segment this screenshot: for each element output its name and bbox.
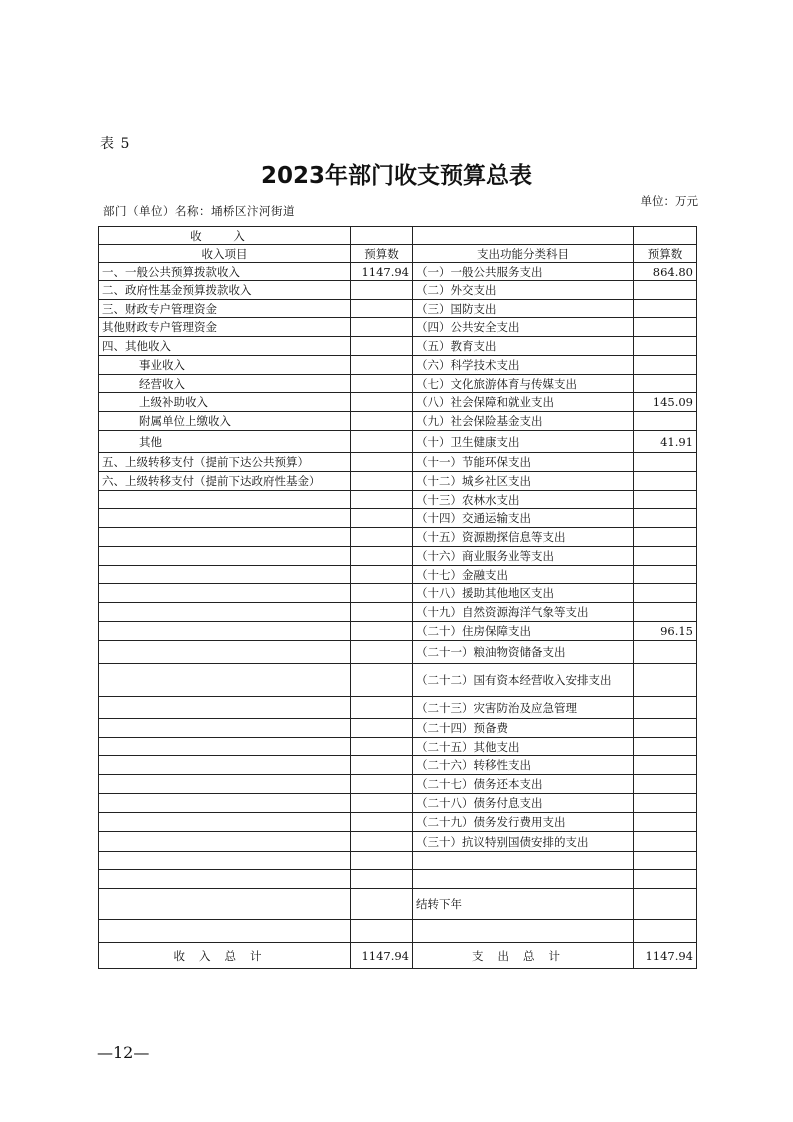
total-income-amount: 1147.94 bbox=[351, 943, 413, 969]
income-item-cell bbox=[99, 697, 351, 719]
table-row bbox=[99, 566, 697, 584]
income-amount-cell bbox=[351, 756, 413, 775]
table-row bbox=[99, 356, 697, 375]
table-row bbox=[99, 738, 697, 756]
expense-item-cell bbox=[413, 852, 634, 870]
total-expense-label: 支出总计 bbox=[413, 943, 634, 969]
expense-item-cell: 结转下年 bbox=[413, 889, 634, 920]
expense-item-cell: （二十九）债务发行费用支出 bbox=[413, 813, 634, 832]
expense-item-cell: （十三）农林水支出 bbox=[413, 491, 634, 509]
income-item-cell bbox=[99, 920, 351, 943]
table-row bbox=[99, 318, 697, 337]
income-item-cell bbox=[99, 528, 351, 547]
expense-amount-cell bbox=[634, 889, 697, 920]
income-item-cell bbox=[99, 852, 351, 870]
expense-amount-cell bbox=[634, 584, 697, 603]
expense-amount-cell bbox=[634, 813, 697, 832]
expense-amount-cell: 864.80 bbox=[634, 263, 697, 281]
expense-amount-cell bbox=[634, 509, 697, 528]
income-item-cell bbox=[99, 870, 351, 889]
unit-label: 单位：万元 bbox=[640, 194, 698, 208]
table-row bbox=[99, 528, 697, 547]
income-amount-cell bbox=[351, 337, 413, 356]
col-income-item: 收入项目 bbox=[99, 245, 351, 263]
col-income-amount: 预算数 bbox=[351, 245, 413, 263]
column-header-row bbox=[99, 245, 697, 263]
table-row bbox=[99, 832, 697, 852]
expense-amount-cell: 41.91 bbox=[634, 431, 697, 453]
table-row bbox=[99, 453, 697, 472]
page-number: —12— bbox=[97, 1043, 150, 1062]
income-amount-cell bbox=[351, 356, 413, 375]
income-item-cell: 经营收入 bbox=[99, 375, 351, 393]
table-row bbox=[99, 300, 697, 318]
income-item-cell: 二、政府性基金预算拨款收入 bbox=[99, 281, 351, 300]
table-row bbox=[99, 889, 697, 920]
header-empty-cell bbox=[634, 227, 697, 245]
expense-item-cell: （二十八）债务付息支出 bbox=[413, 794, 634, 813]
expense-item-cell: （十八）援助其他地区支出 bbox=[413, 584, 634, 603]
table-row bbox=[99, 775, 697, 794]
table-row bbox=[99, 263, 697, 281]
expense-amount-cell bbox=[634, 300, 697, 318]
expense-item-cell: （四）公共安全支出 bbox=[413, 318, 634, 337]
total-expense-amount: 1147.94 bbox=[634, 943, 697, 969]
table-row bbox=[99, 852, 697, 870]
expense-item-cell: （十七）金融支出 bbox=[413, 566, 634, 584]
income-item-cell bbox=[99, 794, 351, 813]
income-amount-cell bbox=[351, 300, 413, 318]
income-amount-cell bbox=[351, 509, 413, 528]
expense-item-cell: （二十五）其他支出 bbox=[413, 738, 634, 756]
expense-item-cell: （十六）商业服务业等支出 bbox=[413, 547, 634, 566]
income-amount-cell bbox=[351, 528, 413, 547]
expense-amount-cell bbox=[634, 870, 697, 889]
expense-amount-cell bbox=[634, 664, 697, 697]
expense-item-cell: （十二）城乡社区支出 bbox=[413, 472, 634, 491]
income-amount-cell bbox=[351, 664, 413, 697]
table-row bbox=[99, 664, 697, 697]
income-item-cell: 一、一般公共预算拨款收入 bbox=[99, 263, 351, 281]
income-amount-cell bbox=[351, 920, 413, 943]
income-amount-cell bbox=[351, 813, 413, 832]
expense-item-cell: （六）科学技术支出 bbox=[413, 356, 634, 375]
expense-item-cell: （二十二）国有资本经营收入安排支出 bbox=[413, 664, 634, 697]
income-item-cell bbox=[99, 738, 351, 756]
col-expense-amount: 预算数 bbox=[634, 245, 697, 263]
income-amount-cell: 1147.94 bbox=[351, 263, 413, 281]
expense-amount-cell bbox=[634, 412, 697, 431]
income-item-cell: 其他 bbox=[99, 431, 351, 453]
expense-item-cell: （七）文化旅游体育与传媒支出 bbox=[413, 375, 634, 393]
income-amount-cell bbox=[351, 641, 413, 664]
header-empty-cell bbox=[351, 227, 413, 245]
expense-amount-cell bbox=[634, 794, 697, 813]
expense-item-cell: （二十六）转移性支出 bbox=[413, 756, 634, 775]
income-amount-cell bbox=[351, 547, 413, 566]
income-amount-cell bbox=[351, 870, 413, 889]
expense-amount-cell bbox=[634, 603, 697, 622]
income-item-cell bbox=[99, 664, 351, 697]
expense-item-cell: （一）一般公共服务支出 bbox=[413, 263, 634, 281]
expense-item-cell: （二十一）粮油物资储备支出 bbox=[413, 641, 634, 664]
expense-amount-cell bbox=[634, 697, 697, 719]
income-amount-cell bbox=[351, 318, 413, 337]
income-amount-cell bbox=[351, 622, 413, 641]
table-row bbox=[99, 813, 697, 832]
table-row bbox=[99, 584, 697, 603]
table-row bbox=[99, 281, 697, 300]
income-item-cell bbox=[99, 491, 351, 509]
expense-amount-cell bbox=[634, 491, 697, 509]
expense-item-cell: （二十）住房保障支出 bbox=[413, 622, 634, 641]
income-item-cell: 五、上级转移支付（提前下达公共预算） bbox=[99, 453, 351, 472]
expense-amount-cell bbox=[634, 356, 697, 375]
expense-item-cell: （十九）自然资源海洋气象等支出 bbox=[413, 603, 634, 622]
income-item-cell bbox=[99, 566, 351, 584]
expense-item-cell: （三十）抗议特别国债安排的支出 bbox=[413, 832, 634, 852]
income-section-header: 收 入 bbox=[99, 227, 351, 245]
income-item-cell: 六、上级转移支付（提前下达政府性基金） bbox=[99, 472, 351, 491]
income-amount-cell bbox=[351, 453, 413, 472]
expense-amount-cell bbox=[634, 281, 697, 300]
budget-table-body bbox=[99, 227, 697, 969]
expense-amount-cell bbox=[634, 852, 697, 870]
table-row bbox=[99, 756, 697, 775]
table-row bbox=[99, 472, 697, 491]
expense-item-cell: （五）教育支出 bbox=[413, 337, 634, 356]
expense-amount-cell bbox=[634, 528, 697, 547]
table-row bbox=[99, 794, 697, 813]
expense-amount-cell bbox=[634, 375, 697, 393]
expense-item-cell: （十五）资源勘探信息等支出 bbox=[413, 528, 634, 547]
table-row bbox=[99, 920, 697, 943]
income-item-cell bbox=[99, 509, 351, 528]
expense-amount-cell bbox=[634, 337, 697, 356]
income-item-cell bbox=[99, 641, 351, 664]
income-item-cell: 其他财政专户管理资金 bbox=[99, 318, 351, 337]
expense-item-cell: （三）国防支出 bbox=[413, 300, 634, 318]
expense-amount-cell bbox=[634, 472, 697, 491]
income-amount-cell bbox=[351, 603, 413, 622]
income-item-cell bbox=[99, 889, 351, 920]
expense-item-cell: （十四）交通运输支出 bbox=[413, 509, 634, 528]
income-amount-cell bbox=[351, 584, 413, 603]
expense-item-cell: （八）社会保障和就业支出 bbox=[413, 393, 634, 412]
table-row bbox=[99, 547, 697, 566]
total-row bbox=[99, 943, 697, 969]
table-row bbox=[99, 393, 697, 412]
income-amount-cell bbox=[351, 738, 413, 756]
expense-amount-cell bbox=[634, 832, 697, 852]
header-empty-cell bbox=[413, 227, 634, 245]
income-amount-cell bbox=[351, 794, 413, 813]
expense-item-cell: （二十三）灾害防治及应急管理 bbox=[413, 697, 634, 719]
income-item-cell: 事业收入 bbox=[99, 356, 351, 375]
expense-item-cell bbox=[413, 870, 634, 889]
col-expense-item: 支出功能分类科目 bbox=[413, 245, 634, 263]
income-amount-cell bbox=[351, 852, 413, 870]
income-header-row bbox=[99, 227, 697, 245]
expense-amount-cell bbox=[634, 641, 697, 664]
table-number: 表 5 bbox=[100, 136, 131, 152]
expense-item-cell: （十）卫生健康支出 bbox=[413, 431, 634, 453]
table-row bbox=[99, 412, 697, 431]
table-row bbox=[99, 719, 697, 738]
income-amount-cell bbox=[351, 472, 413, 491]
expense-amount-cell bbox=[634, 738, 697, 756]
table-row bbox=[99, 603, 697, 622]
expense-item-cell: （二十七）债务还本支出 bbox=[413, 775, 634, 794]
table-row bbox=[99, 622, 697, 641]
expense-amount-cell bbox=[634, 920, 697, 943]
page-title: 2023年部门收支预算总表 bbox=[260, 163, 532, 189]
department-label: 部门（单位）名称：埇桥区汴河街道 bbox=[103, 204, 295, 218]
table-row bbox=[99, 375, 697, 393]
income-amount-cell bbox=[351, 889, 413, 920]
income-item-cell bbox=[99, 775, 351, 794]
expense-item-cell: （九）社会保险基金支出 bbox=[413, 412, 634, 431]
income-item-cell: 上级补助收入 bbox=[99, 393, 351, 412]
expense-amount-cell: 145.09 bbox=[634, 393, 697, 412]
income-item-cell bbox=[99, 832, 351, 852]
income-item-cell bbox=[99, 584, 351, 603]
expense-amount-cell bbox=[634, 775, 697, 794]
income-amount-cell bbox=[351, 431, 413, 453]
income-amount-cell bbox=[351, 566, 413, 584]
income-amount-cell bbox=[351, 832, 413, 852]
table-row bbox=[99, 870, 697, 889]
budget-table bbox=[98, 226, 697, 969]
income-amount-cell bbox=[351, 491, 413, 509]
income-item-cell: 三、财政专户管理资金 bbox=[99, 300, 351, 318]
table-row bbox=[99, 431, 697, 453]
income-item-cell bbox=[99, 622, 351, 641]
expense-item-cell: （二）外交支出 bbox=[413, 281, 634, 300]
table-row bbox=[99, 337, 697, 356]
income-amount-cell bbox=[351, 281, 413, 300]
income-item-cell: 附属单位上缴收入 bbox=[99, 412, 351, 431]
expense-amount-cell: 96.15 bbox=[634, 622, 697, 641]
income-item-cell bbox=[99, 719, 351, 738]
expense-item-cell: （十一）节能环保支出 bbox=[413, 453, 634, 472]
expense-amount-cell bbox=[634, 318, 697, 337]
income-amount-cell bbox=[351, 775, 413, 794]
income-amount-cell bbox=[351, 697, 413, 719]
expense-amount-cell bbox=[634, 756, 697, 775]
expense-amount-cell bbox=[634, 547, 697, 566]
expense-amount-cell bbox=[634, 719, 697, 738]
table-row bbox=[99, 509, 697, 528]
expense-amount-cell bbox=[634, 566, 697, 584]
table-row bbox=[99, 641, 697, 664]
income-item-cell bbox=[99, 547, 351, 566]
income-amount-cell bbox=[351, 412, 413, 431]
income-item-cell bbox=[99, 813, 351, 832]
income-amount-cell bbox=[351, 375, 413, 393]
income-item-cell bbox=[99, 603, 351, 622]
expense-item-cell: （二十四）预备费 bbox=[413, 719, 634, 738]
table-row bbox=[99, 491, 697, 509]
total-income-label: 收入总计 bbox=[99, 943, 351, 969]
expense-item-cell bbox=[413, 920, 634, 943]
income-item-cell bbox=[99, 756, 351, 775]
income-amount-cell bbox=[351, 393, 413, 412]
income-amount-cell bbox=[351, 719, 413, 738]
expense-amount-cell bbox=[634, 453, 697, 472]
income-item-cell: 四、其他收入 bbox=[99, 337, 351, 356]
table-row bbox=[99, 697, 697, 719]
